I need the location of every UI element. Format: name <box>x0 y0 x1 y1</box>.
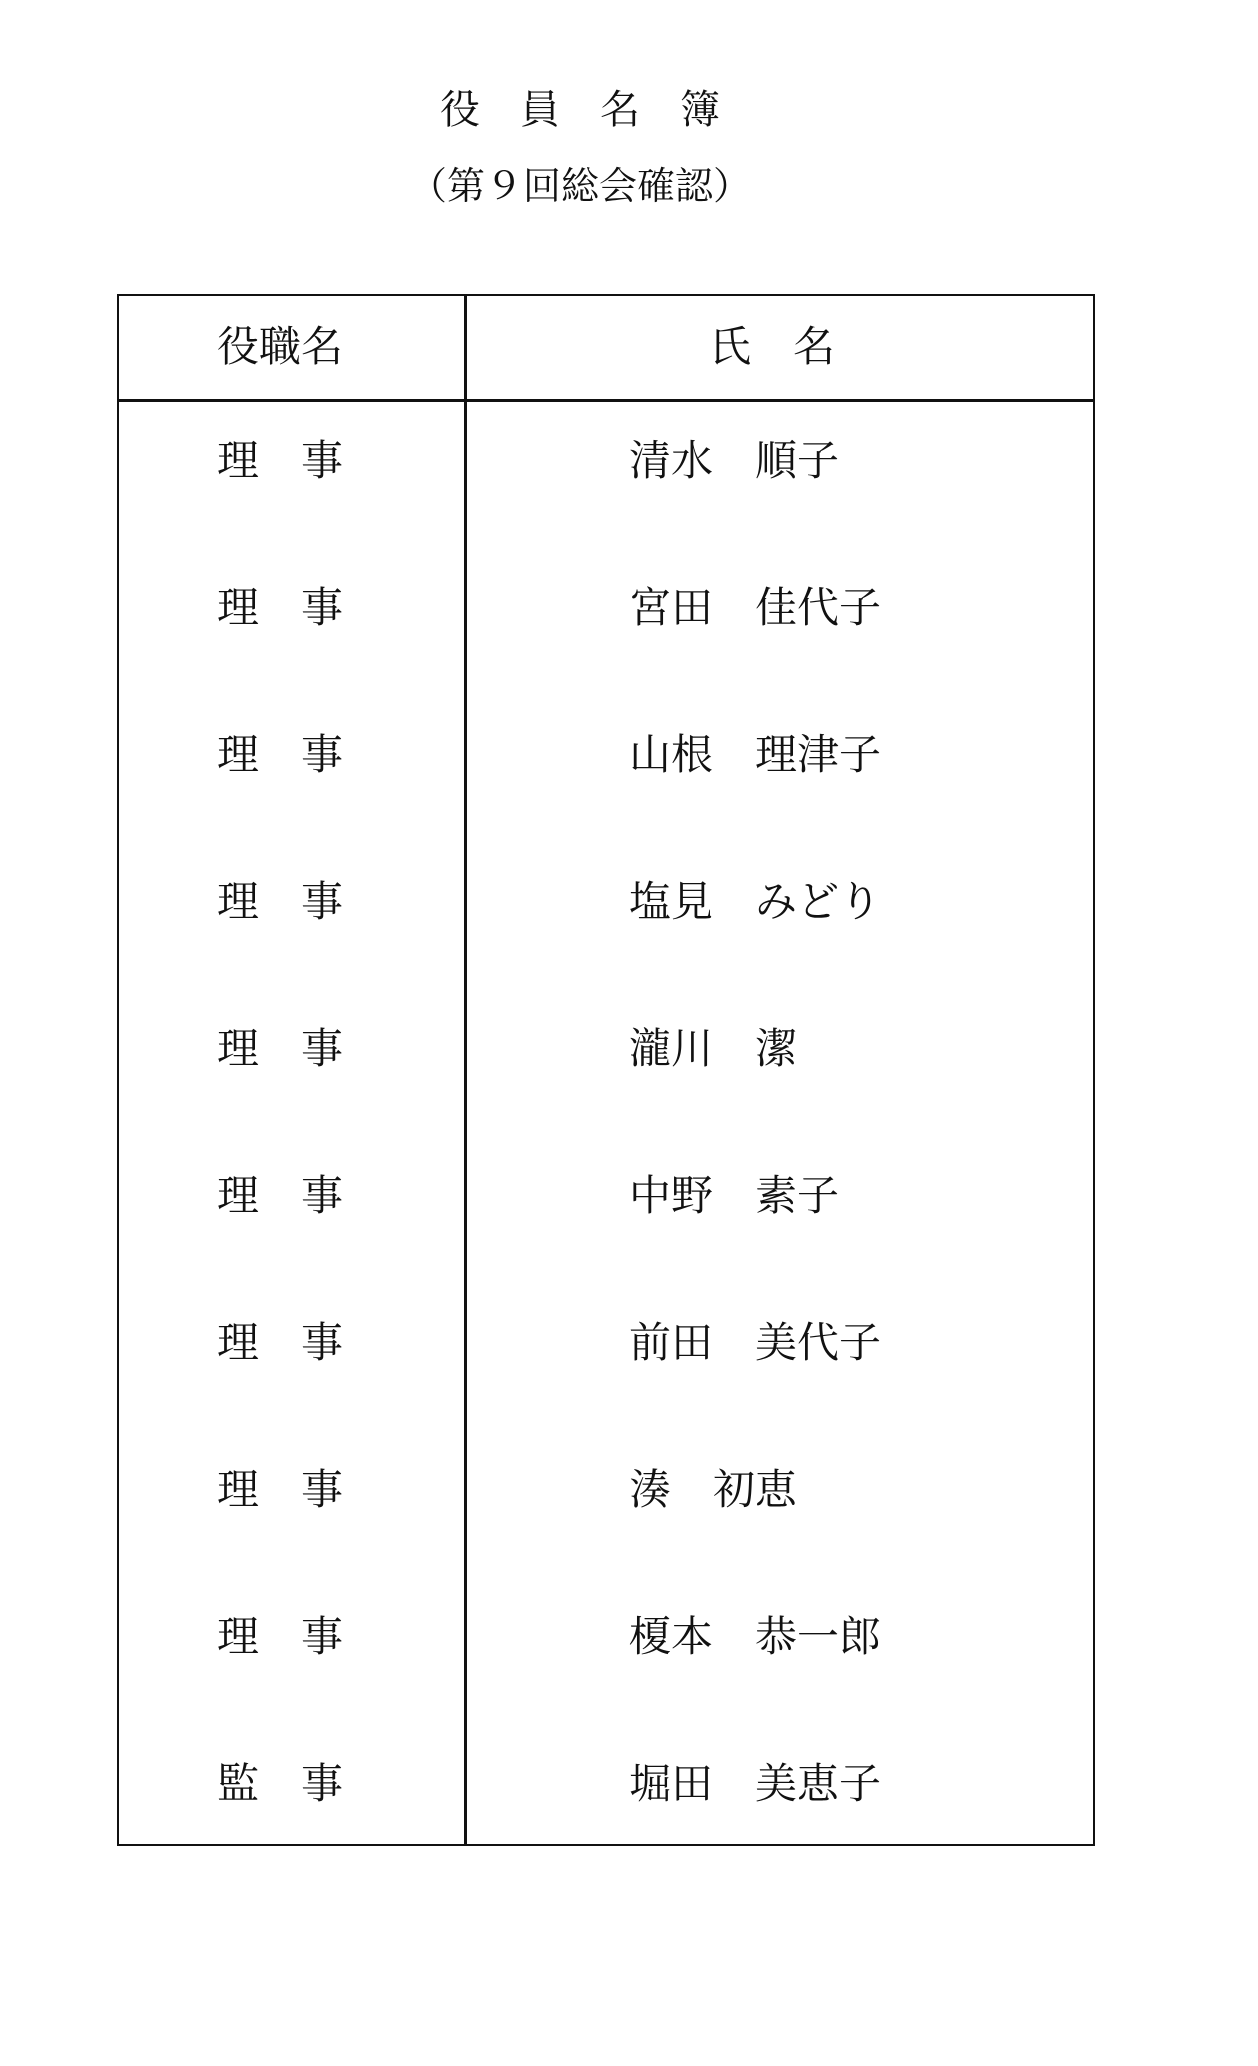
table-row <box>119 1751 1093 1898</box>
row-role: 理 事 <box>217 877 344 926</box>
table-row <box>119 1457 1093 1604</box>
header-divider <box>119 399 1093 402</box>
document-subtitle: （第９回総会確認） <box>408 164 751 208</box>
table-row <box>119 1163 1093 1310</box>
row-name: 宮田 佳代子 <box>629 583 882 632</box>
table-row <box>119 1604 1093 1751</box>
row-role: 監 事 <box>217 1759 344 1808</box>
row-role: 理 事 <box>217 583 344 632</box>
row-role: 理 事 <box>217 1171 344 1220</box>
officer-table <box>117 294 1095 1846</box>
row-name: 塩見 みどり <box>629 877 882 926</box>
row-name: 前田 美代子 <box>629 1318 882 1367</box>
table-row <box>119 869 1093 1016</box>
table-row <box>119 1016 1093 1163</box>
row-name: 榎本 恭一郎 <box>629 1612 882 1661</box>
row-role: 理 事 <box>217 436 344 485</box>
row-name: 山根 理津子 <box>629 730 882 779</box>
row-role: 理 事 <box>217 730 344 779</box>
row-name: 清水 順子 <box>629 436 840 485</box>
row-name: 湊 初恵 <box>629 1465 798 1514</box>
table-row <box>119 1310 1093 1457</box>
row-name: 中野 素子 <box>629 1171 840 1220</box>
row-role: 理 事 <box>217 1465 344 1514</box>
document-title: 役 員 名 簿 <box>440 87 720 133</box>
table-row <box>119 722 1093 869</box>
table-row <box>119 428 1093 575</box>
header-name: 氏 名 <box>709 322 836 371</box>
row-role: 理 事 <box>217 1318 344 1367</box>
table-row <box>119 575 1093 722</box>
header-role: 役職名 <box>217 322 344 371</box>
row-name: 堀田 美恵子 <box>629 1759 882 1808</box>
row-role: 理 事 <box>217 1612 344 1661</box>
row-role: 理 事 <box>217 1024 344 1073</box>
row-name: 瀧川 潔 <box>629 1024 798 1073</box>
